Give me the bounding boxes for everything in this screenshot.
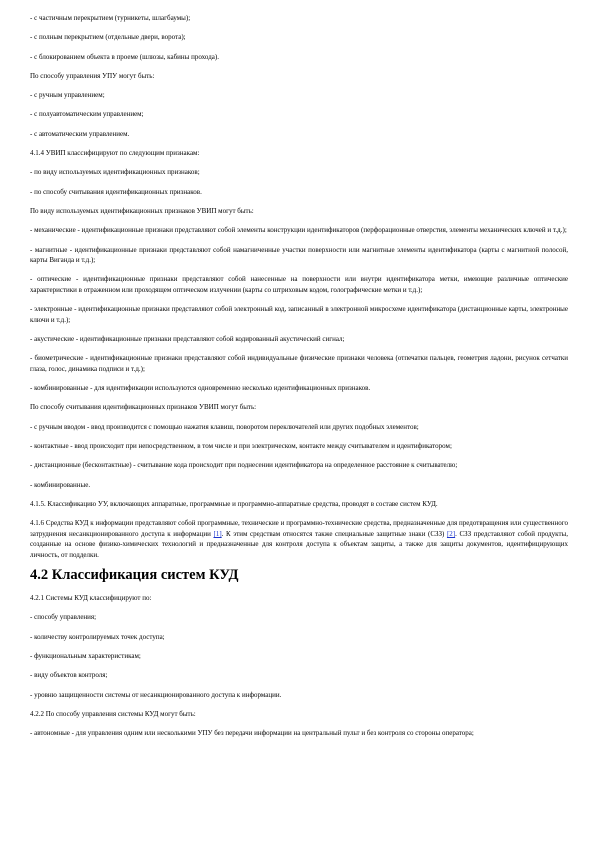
list-item-functional: - функциональным характеристикам; [30, 652, 141, 661]
reference-link-1[interactable]: [1] [213, 529, 222, 538]
list-item-object-type: - виду объектов контроля; [30, 671, 108, 680]
list-item-semiauto-control: - с полуавтоматическим управлением; [30, 110, 144, 119]
list-item-combined-reading: - комбинированные. [30, 480, 91, 489]
clause-4-1-5: 4.1.5. Классификацию УУ, включающих аппаратные, программные и программно-аппаратные средства, проводят в составе систем КУД. [30, 499, 438, 508]
feature-type-heading: По виду используемых идентификационных признаков УВИП могут быть: [30, 206, 254, 215]
list-item-optical: - оптические - идентификационные признаки представляют собой нанесенные на поверхности или внутри идентификатора метки, имеющие различные оптические характеристики в отраженном или проходящем оптическом излучении (карты со штриховым кодом, голографические метки и т.д.); [30, 275, 568, 294]
list-item-magnetic: - магнитные - идентификационные признаки представляют собой намагниченные участки поверхности или магнитные элементы идентификатора (карты с магнитной полосой, карты Виганда и т.д.); [30, 245, 568, 265]
list-item-contactless: - дистанционные (бесконтактные) - считывание кода происходит при поднесении идентификатора на определенное расстояние к считывателю; [30, 461, 458, 470]
reference-link-2[interactable]: [2] [446, 529, 456, 538]
clause-4-1-6-text-a: 4.1.6 Средства КУД к информации представляют собой программные, технические и программно-технические средства, предназначенные для предотвращения или существенного затруднения несанкционированного доступа к информации [30, 519, 568, 538]
clause-4-2-1: 4.2.1 Системы КУД классифицируют по: [30, 594, 152, 603]
list-item-object-blocking: - с блокированием объекта в проеме (шлюзы, кабины прохода). [30, 52, 219, 61]
list-item-combined-features: - комбинированные - для идентификации используются одновременно несколько идентификационных признаков. [30, 384, 371, 393]
list-item-electronic: - электронные - идентификационные признаки представляют собой электронный код, записанный в электронной микросхеме идентификатора (дистанционные карты, электронные ключи и т.д.); [30, 305, 568, 324]
list-item-biometric: - биометрические - идентификационные признаки представляют собой индивидуальные физические признаки человека (отпечатки пальцев, геометрия ладони, рисунок сетчатки глаза, голос, динамика подписи и т.д.); [30, 354, 568, 373]
clause-4-2-2: 4.2.2 По способу управления системы КУД могут быть: [30, 709, 196, 718]
clause-4-1-6-text-c: . СЗЗ представляют собой продукты, созданные на основе физико-химических технологий и предназначенные для контроля доступа к объектам защиты, а также для защиты документов, идентифицирующих личность, от подделки. [30, 529, 569, 559]
list-item-partial-blocking: - с частичным перекрытием (турникеты, шлагбаумы); [30, 14, 191, 22]
section-heading-4-2: 4.2 Классификация систем КУД [30, 567, 239, 584]
list-item-protection-level: - уровню защищенности системы от несанкционированного доступа к информации. [30, 690, 282, 699]
list-item-access-points-count: - количеству контролируемых точек доступа; [30, 632, 165, 641]
list-item-manual-input: - с ручным вводом - ввод производится с помощью нажатия клавиш, поворотом переключателей или других подобных элементов; [30, 422, 419, 431]
reading-method-heading: По способу считывания идентификационных признаков УВИП могут быть: [30, 403, 257, 412]
list-item-auto-control: - с автоматическим управлением. [30, 129, 130, 138]
list-item-autonomous: - автономные - для управления одним или несколькими УПУ без передачи информации на центральный пульт и без контроля со стороны оператора; [30, 729, 474, 738]
upu-control-heading: По способу управления УПУ могут быть: [30, 71, 155, 80]
list-item-by-feature-type: - по виду используемых идентификационных признаков; [30, 168, 200, 177]
list-item-mechanical: - механические - идентификационные признаки представляют собой элементы конструкции идентификаторов (перфорационные отверстия, элементы механических ключей и т.д.); [30, 226, 567, 235]
document-content [30, 13, 568, 748]
clause-4-1-6-text-b: . К этим средствам относятся также специальные защитные знаки (СЗЗ) [221, 529, 447, 538]
list-item-contact: - контактные - ввод происходит при непосредственном, в том числе и при электрическом, контакте между считывателем и идентификатором; [30, 441, 452, 450]
clause-4-1-4: 4.1.4 УВИП классифицируют по следующим признакам: [30, 149, 200, 158]
list-item-full-blocking: - с полным перекрытием (отдельные двери, ворота); [30, 33, 186, 42]
clause-4-1-6 [30, 518, 568, 560]
list-item-manual-control: - с ручным управлением; [30, 91, 105, 100]
list-item-acoustic: - акустические - идентификационные признаки представляют собой кодированный акустический сигнал; [30, 334, 345, 343]
list-item-by-reading-method: - по способу считывания идентификационных признаков. [30, 187, 202, 196]
list-item-control-method: - способу управления; [30, 613, 97, 622]
